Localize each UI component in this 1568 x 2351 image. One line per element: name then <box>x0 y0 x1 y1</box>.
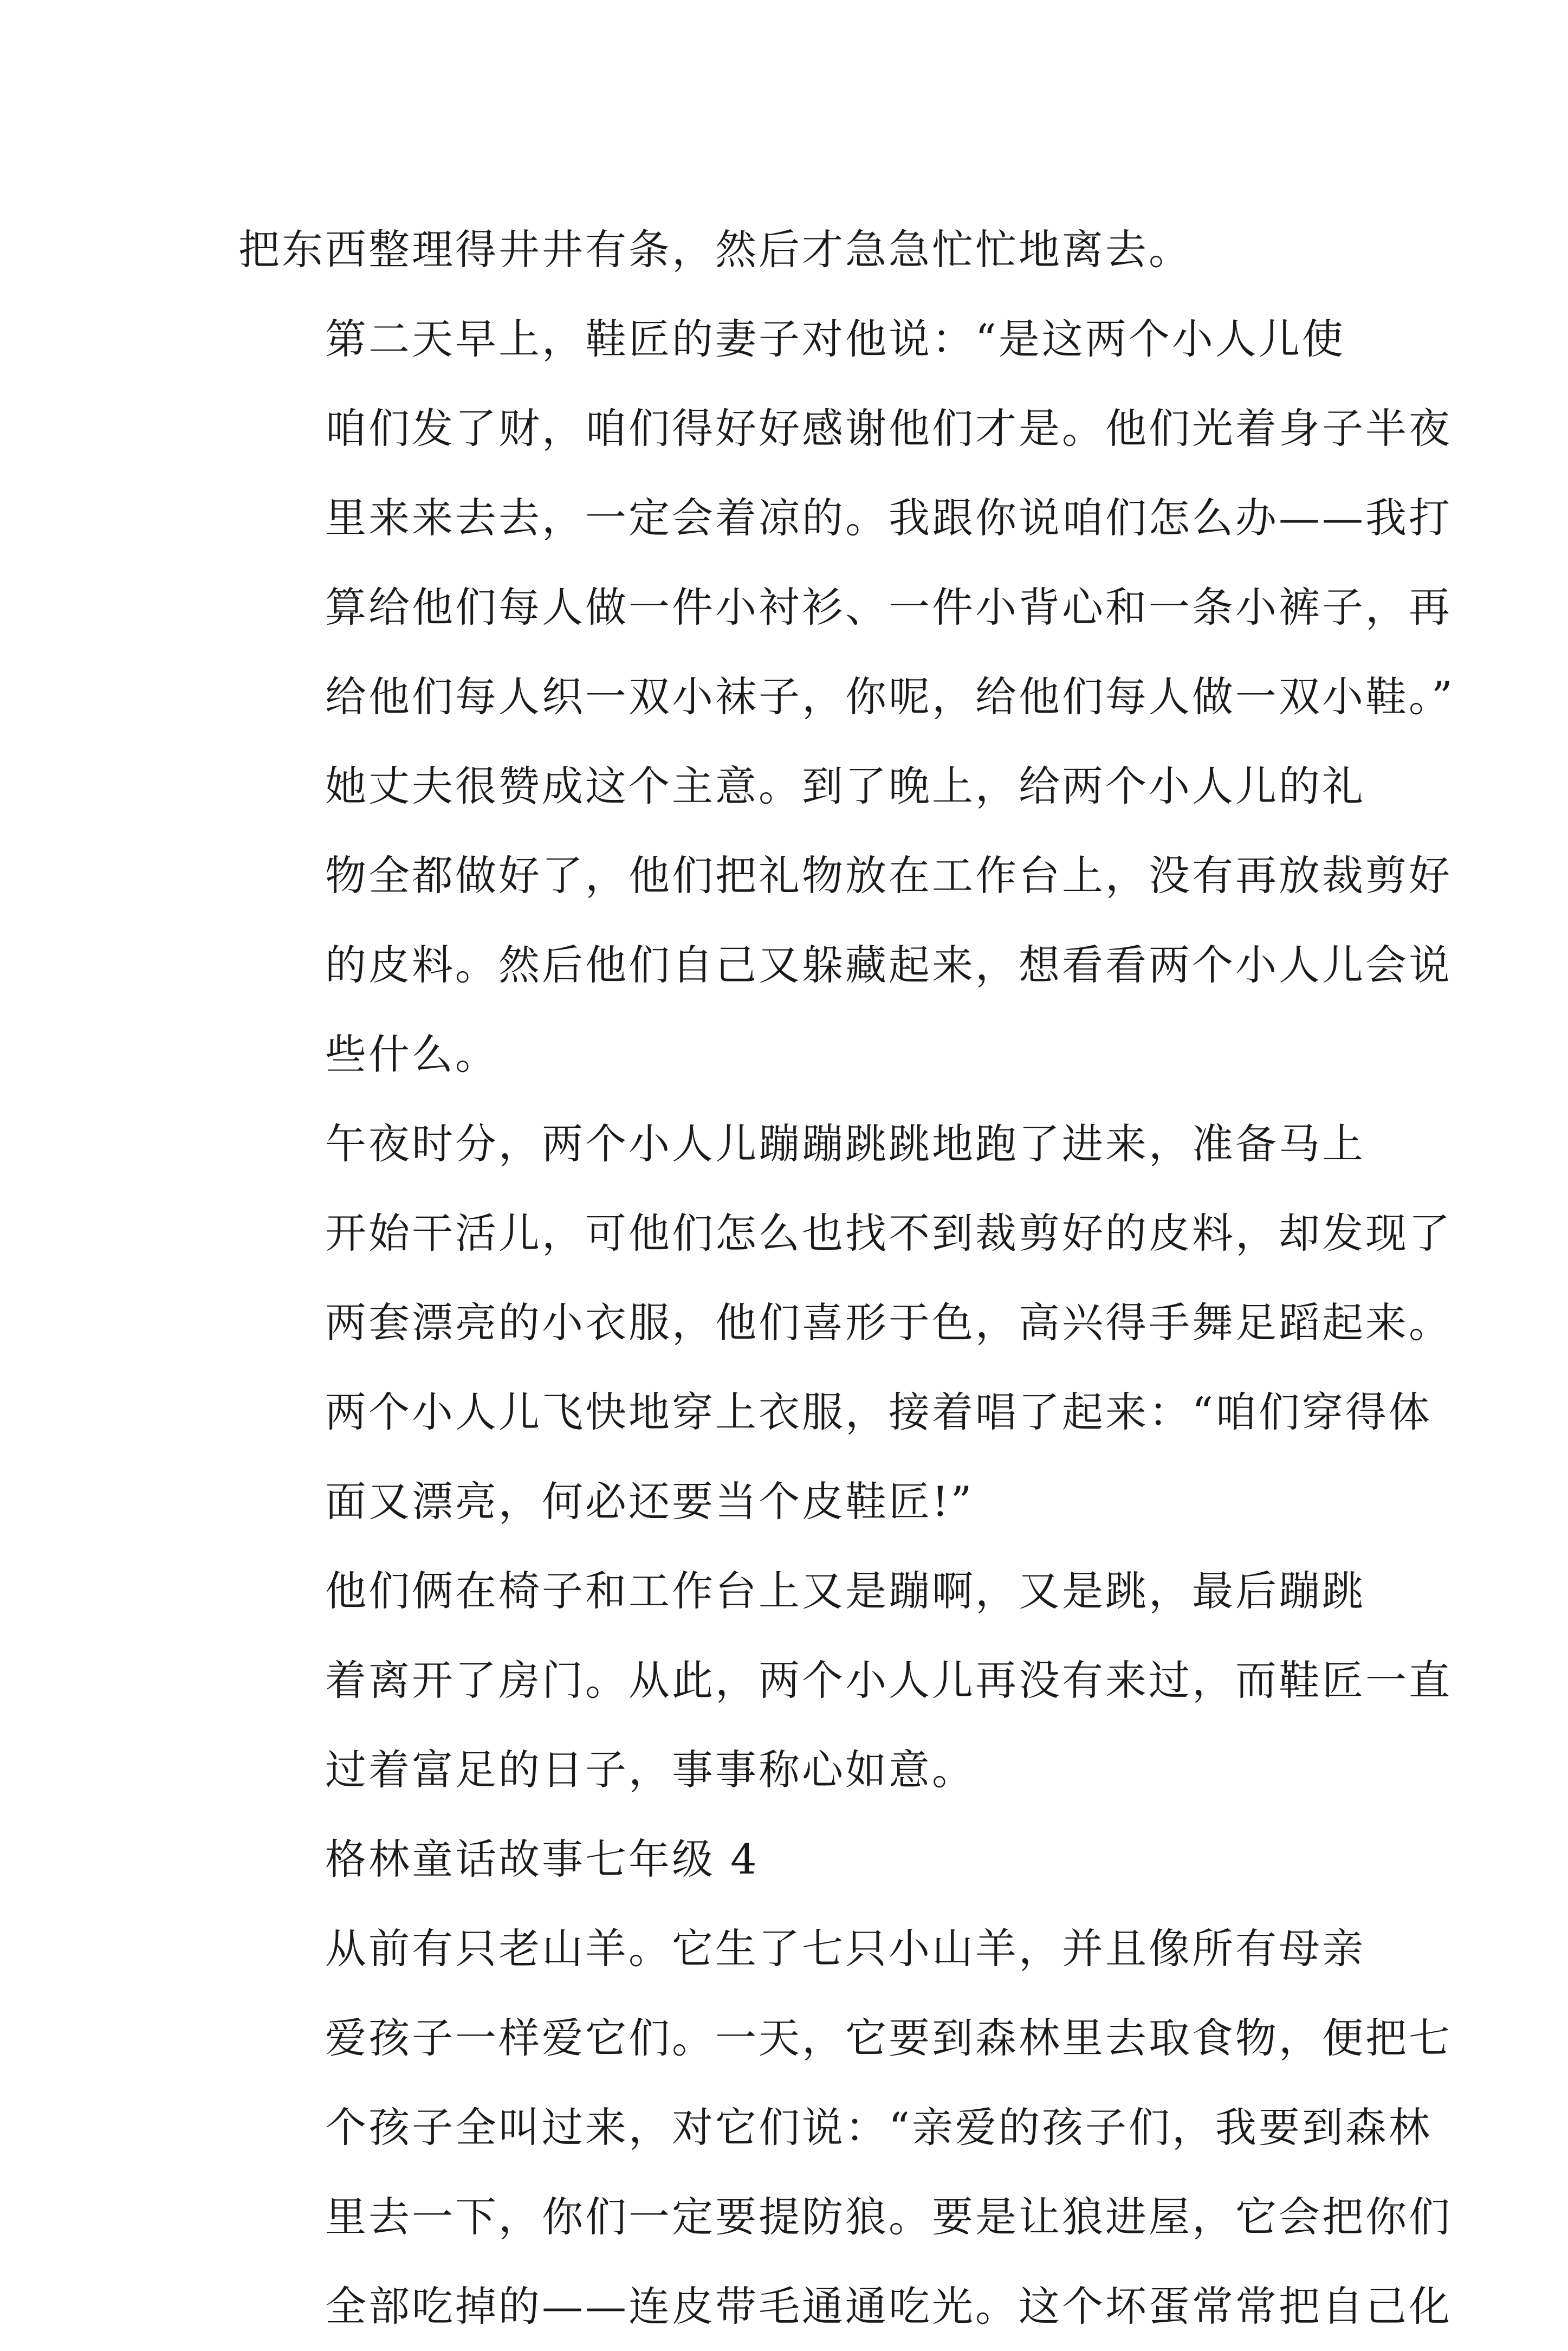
text-line: 两个小人儿飞快地穿上衣服，接着唱了起来：“咱们穿得体 <box>325 1388 1432 1436</box>
paragraph <box>238 294 1455 741</box>
text-line: 把东西整理得井井有条，然后才急急忙忙地离去。 <box>238 225 1192 274</box>
text-line: 午夜时分，两个小人儿蹦蹦跳跳地跑了进来，准备马上 <box>325 1120 1365 1168</box>
text-line: 格林童话故事七年级 4 <box>325 1835 759 1883</box>
paragraph <box>238 1904 1452 2351</box>
text-line: 爱孩子一样爱它们。一天，它要到森林里去取食物，便把七 <box>325 2014 1452 2062</box>
text-line: 全部吃掉的——连皮带毛通通吃光。这个坏蛋常常把自己化 <box>325 2282 1452 2330</box>
text-line: 她丈夫很赞成这个主意。到了晚上，给两个小人儿的礼 <box>325 762 1365 810</box>
paragraph <box>238 1099 1452 1546</box>
text-line: 过着富足的日子，事事称心如意。 <box>325 1746 975 1794</box>
paragraph <box>238 741 1452 1099</box>
text-line: 些什么。 <box>325 1030 498 1078</box>
text-line: 他们俩在椅子和工作台上又是蹦啊，又是跳，最后蹦跳 <box>325 1567 1365 1615</box>
paragraph <box>238 205 1333 294</box>
text-line: 的皮料。然后他们自己又躲藏起来，想看看两个小人儿会说 <box>325 941 1452 989</box>
text-line: 着离开了房门。从此，两个小人儿再没有来过，而鞋匠一直 <box>325 1656 1452 1704</box>
text-line: 个孩子全叫过来，对它们说：“亲爱的孩子们，我要到森林 <box>325 2103 1432 2152</box>
text-line: 里去一下，你们一定要提防狼。要是让狼进屋，它会把你们 <box>325 2193 1452 2241</box>
section-heading <box>238 1814 1333 1904</box>
text-line: 开始干活儿，可他们怎么也找不到裁剪好的皮料，却发现了 <box>325 1209 1452 1257</box>
body-text <box>238 205 1455 2351</box>
paragraph <box>238 1546 1452 1814</box>
text-line: 第二天早上，鞋匠的妻子对他说：“是这两个小人儿使 <box>325 315 1345 363</box>
text-line: 从前有只老山羊。它生了七只小山羊，并且像所有母亲 <box>325 1924 1365 1973</box>
text-line: 算给他们每人做一件小衬衫、一件小背心和一条小裤子，再 <box>325 583 1452 631</box>
text-line: 给他们每人织一双小袜子，你呢，给他们每人做一双小鞋。” <box>325 673 1455 721</box>
text-line: 面又漂亮，何必还要当个皮鞋匠!” <box>325 1477 974 1526</box>
text-line: 里来来去去，一定会着凉的。我跟你说咱们怎么办——我打 <box>325 494 1452 542</box>
text-line: 两套漂亮的小衣服，他们喜形于色，高兴得手舞足蹈起来。 <box>325 1299 1452 1347</box>
text-line: 咱们发了财，咱们得好好感谢他们才是。他们光着身子半夜 <box>325 404 1452 453</box>
text-line: 物全都做好了，他们把礼物放在工作台上，没有再放裁剪好 <box>325 851 1452 900</box>
